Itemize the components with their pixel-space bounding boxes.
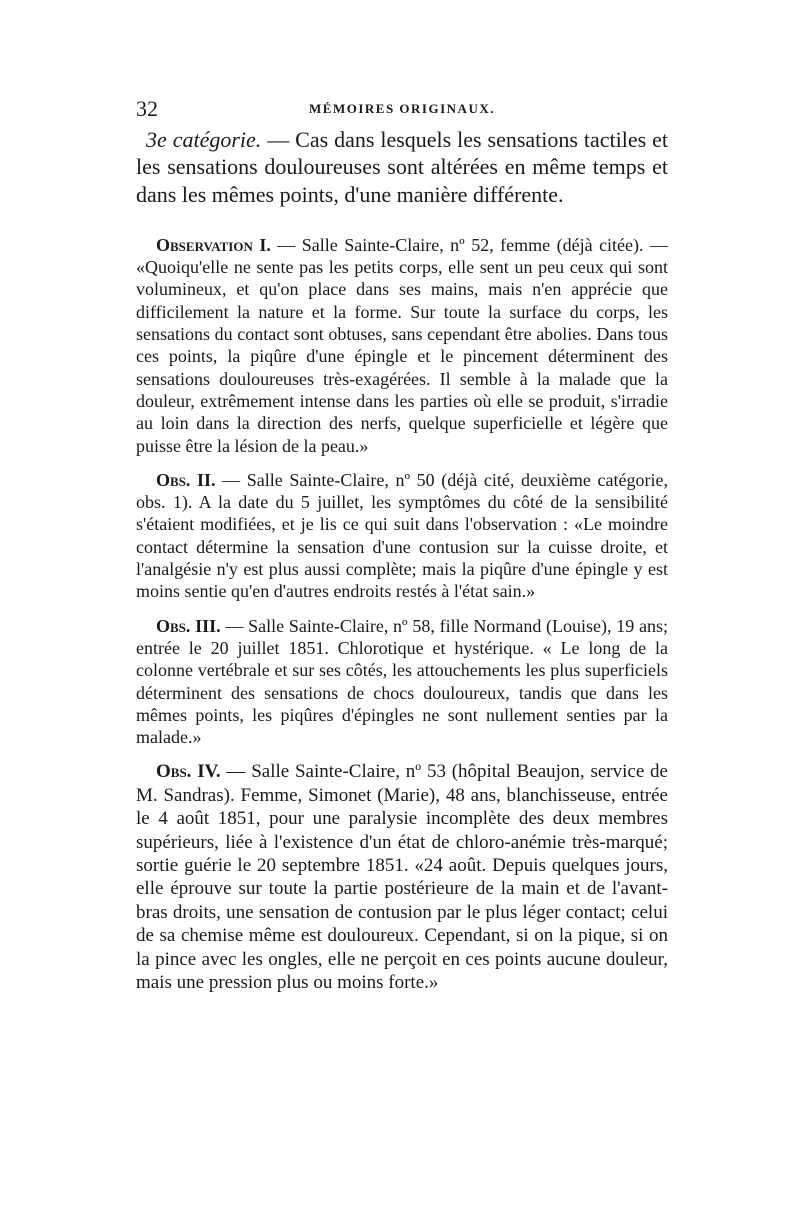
observation-label: Obs. III. (156, 615, 221, 636)
observation-text: — Salle Sainte-Claire, nº 53 (hôpital Beaujon, service de M. Sandras). Femme, Simonet (Marie), 48 ans, blanchisseuse, entrée le 4 août 1851, pour une paralysie incomplète des deux membres supérieurs, liée à l'existence d'un état de chloro-anémie très-marqué; sortie guérie le 20 septembre 1851. «24 août. Depuis quelques jours, elle éprouve sur toute la partie postérieure de la main et de l'avant-bras droits, une sensation de contusion par le plus léger contact; celui de sa chemise même est douloureux. Cependant, si on la pique, si on la pince avec les ongles, elle ne perçoit en ces points aucune douleur, mais une pression plus ou moins forte.» (136, 761, 668, 994)
book-page (136, 96, 668, 1006)
category-intro-paragraph (136, 126, 668, 208)
observation-text: — Salle Sainte-Claire, nº 58, fille Normand (Louise), 19 ans; entrée le 20 juillet 1851. Chlorotique et hystérique. « Le long de la colonne vertébrale et sur ses côtés, les attouchements les plus superficiels déterminent des sensations de chocs douloureux, tandis que dans les mêmes points, les piqûres d'épingles ne sont nullement senties par la malade.» (136, 615, 668, 748)
observation-text: — Salle Sainte-Claire, nº 50 (déjà cité, deuxième catégorie, obs. 1). A la date du 5 juillet, les symptômes du côté de la sensibilité s'étaient modifiées, et je lis ce qui suit dans l'observation : «Le moindre contact détermine la sensation d'une contusion sur la cuisse droite, et l'analgésie n'y est plus aussi complète; mais la piqûre d'une épingle y est moins sentie qu'en d'autres endroits restés à l'état sain.» (136, 469, 668, 602)
running-head (136, 96, 668, 122)
running-title: MÉMOIRES ORIGINAUX. (309, 101, 495, 116)
observation-text: — Salle Sainte-Claire, nº 52, femme (déjà citée). — «Quoiqu'elle ne sente pas les petits corps, elle sent un peu ceux qui sont volumineux, et qu'on place dans ses mains, mais n'en apprécie que difficilement la nature et la forme. Sur toute la surface du corps, les sensations du contact sont obtuses, sans cependant être abolies. Dans tous ces points, la piqûre d'une épingle et le pincement déterminent des sensations douloureuses très-exagérées. Il semble à la malade que la douleur, extrêmement intense dans les parties où elle se produit, s'irradie au loin dans la direction des nerfs, quelque superficielle et légère que puisse être la lésion de la peau.» (136, 234, 668, 456)
observation-label: Obs. IV. (156, 761, 221, 783)
observation-4-paragraph (136, 760, 668, 994)
observation-label: Obs. II. (156, 469, 216, 490)
observation-label: Observation I. (156, 234, 271, 255)
page-number: 32 (136, 96, 158, 121)
observation-1-paragraph (136, 234, 668, 457)
observation-3-paragraph (136, 615, 668, 749)
category-description: — Cas dans lesquels les sensations tactiles et les sensations douloureuses sont altérées en même temps et dans les mêmes points, d'une manière différente. (136, 127, 668, 207)
category-label: 3e catégorie. (146, 127, 262, 152)
observation-2-paragraph (136, 469, 668, 603)
